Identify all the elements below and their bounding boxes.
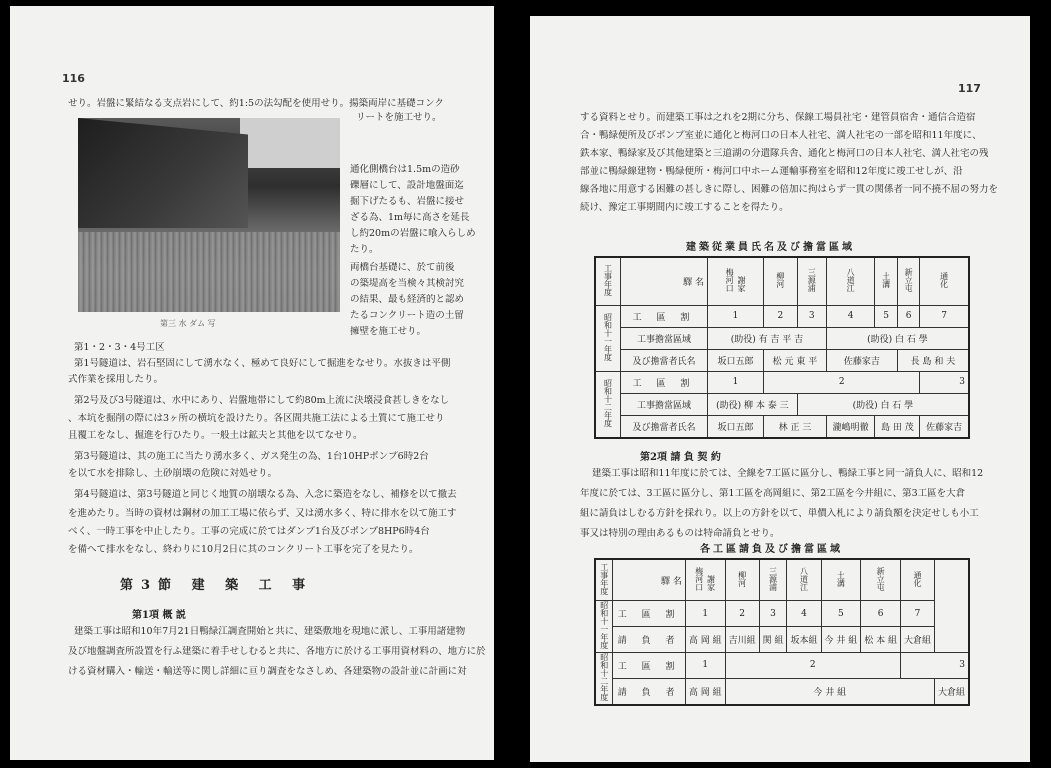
body-line: 式作業を採用したり。	[68, 374, 164, 385]
year-cell: 昭和十一年度	[595, 601, 613, 653]
supervisor-cell: (助役) 柳 本 泰 三	[708, 393, 798, 415]
staff-cell: 長 島 和 夫	[897, 349, 969, 371]
table-row	[595, 601, 969, 627]
section-number: 6	[861, 601, 901, 627]
body-line: 第1号隧道は、岩石堅固にして湧水なく、極めて良好にして掘進をなせり。水抜きは平側	[74, 358, 451, 369]
supervisor-cell: (助役) 白 石 學	[826, 327, 969, 349]
text-line: リートを施工せり。	[356, 112, 442, 123]
supervisor-cell: (助役) 白 石 學	[797, 393, 969, 415]
table-row	[595, 393, 969, 415]
body-line: 第3号隧道は、其の施工に当たり湧水多く、ガス発生の為、1台10HPポンプ6時2台	[74, 451, 429, 462]
year-cell: 昭和十二年度	[595, 371, 621, 438]
table-title: 建築従業員氏名及び擔當區域	[686, 242, 855, 253]
side-text-line: ざる為、1m毎に高さを延長	[350, 212, 470, 223]
section-number: 5	[821, 601, 861, 627]
station-cell: 三源浦	[797, 257, 826, 305]
body-line: 事又は特別の理由あるものは特命請負とせり。	[580, 528, 780, 539]
table-row	[595, 678, 969, 705]
page-number: 116	[62, 72, 85, 85]
station-cell: 八道江	[826, 257, 875, 305]
side-text-line: の築堤高を当検々其検討究	[350, 278, 465, 289]
side-text-line: 通化側橋台は1.5mの造砂	[350, 164, 460, 175]
station-cell: 柳河	[725, 559, 759, 601]
subsection-heading: 第1項 概 説	[132, 610, 186, 621]
table-title: 各工區請負及び擔當區域	[700, 544, 843, 555]
subsection-heading: 第2項 請 負 契 約	[640, 452, 721, 463]
contractor-cell: 関 組	[759, 627, 787, 653]
contractor-cell: 高 岡 組	[685, 627, 725, 653]
side-text-line: たり。	[350, 244, 379, 255]
staff-cell: 佐藤家吉	[920, 415, 969, 438]
body-line: を以て水を排除し、土砂崩壊の危険に対処せり。	[68, 468, 278, 479]
station-cell: 八道江	[787, 559, 821, 601]
row-label: 及び擔當者氏名	[621, 415, 708, 438]
station-cell: 土溝	[875, 257, 897, 305]
staff-cell: 坂口五郎	[708, 415, 764, 438]
staff-cell: 林 正 三	[764, 415, 827, 438]
section-number: 3	[797, 305, 826, 327]
station-cell: 通化	[920, 257, 969, 305]
row-label: 工事擔當區域	[621, 327, 708, 349]
table-row	[595, 653, 969, 679]
body-line: 第2号及び3号隧道は、水中にあり、岩盤地帯にして約80m上流に決壊浸食甚しきをなし	[74, 395, 450, 406]
section-number: 4	[787, 601, 821, 627]
station-header-label: 驛 名	[621, 257, 708, 305]
side-text-line: 両橋台基礎に、於て前後	[350, 262, 455, 273]
station-cell: 三源浦	[759, 559, 787, 601]
body-line: べく、一時工事を中止したり。工事の完成に於てはダンプ1台及びポンプ8HP6時4台	[68, 526, 430, 537]
body-line: 第1・2・3・4号工区	[74, 342, 165, 353]
side-text-line: し約20mの岩盤に喰入らしめ	[350, 228, 476, 239]
staff-cell: 瀧嶋明徹	[826, 415, 875, 438]
side-text-line: 掘下げたるも、岩盤に接せ	[350, 196, 465, 207]
station-cell: 新立屯	[861, 559, 901, 601]
photo-sky	[240, 118, 340, 168]
row-label: 及び擔當者氏名	[621, 349, 708, 371]
dam-photo	[78, 118, 340, 312]
text-line: 鉄本家、鴨緑家及び其他建築と三道湖の分遣隊兵舎、通化と梅河口の日本人社宅、満人社宅の残	[580, 148, 989, 159]
body-line: を備へて排水をなし、終わりに10月2日に其のコンクリート工事を完了を見たり。	[68, 544, 419, 555]
year-header: 工事年度	[595, 257, 621, 305]
staff-cell: 松 元 東 平	[764, 349, 827, 371]
staff-cell: 佐藤家吉	[826, 349, 897, 371]
station-cell: 通化	[900, 559, 934, 601]
section-number: 1	[708, 371, 764, 393]
body-line: 第4号隧道は、第3号隧道と同じく地質の崩壊なる為、入念に築造をなし、補修を以て撤去	[74, 489, 457, 500]
right-page	[530, 16, 1030, 762]
contract-table	[594, 558, 970, 706]
section-number: 2	[725, 653, 900, 679]
contractor-cell: 高 岡 組	[685, 678, 725, 705]
contractor-cell: 大倉組	[934, 678, 969, 705]
section-number: 3	[920, 371, 969, 393]
table-header-row	[595, 257, 969, 305]
contractor-cell: 今 井 組	[725, 678, 934, 705]
year-cell: 昭和十二年度	[595, 653, 613, 706]
section-number: 2	[725, 601, 759, 627]
section-number: 7	[920, 305, 969, 327]
row-label: 工 區 割	[613, 601, 685, 627]
year-cell: 昭和十一年度	[595, 305, 621, 371]
section-number: 1	[708, 305, 764, 327]
station-cell: 柳河	[764, 257, 798, 305]
text-line: せり。岩盤に緊結なる支点岩にして、約1:5の法勾配を使用せり。揚築両岸に基礎コンク	[68, 98, 444, 109]
text-line: 部並に鴨緑線建物・鴨緑便所・梅河口中ホーム運輸事務室を昭和12年度に竣工せしが、沿	[580, 166, 963, 177]
row-label: 工事擔當區域	[621, 393, 708, 415]
station-header-label: 驛 名	[613, 559, 685, 601]
side-text-line: 礫層にして、設計地盤面迄	[350, 180, 464, 191]
contractor-cell: 松 本 組	[861, 627, 901, 653]
side-text-line: 擁壁を施工せり。	[350, 326, 427, 337]
row-label: 工 區 割	[613, 653, 685, 679]
section-number: 1	[685, 653, 725, 679]
side-text-line: たるコンクリート造の土留	[350, 310, 464, 321]
section-number: 6	[897, 305, 919, 327]
table-row	[595, 305, 969, 327]
contractor-cell: 今 井 組	[821, 627, 861, 653]
body-line: 建築工事は昭和10年7月21日鴨緑江調査開始と共に、建築敷地を現地に派し、工事用諸建物	[74, 626, 466, 637]
station-cell: 梅河口 謝家	[708, 257, 764, 305]
section-heading: 第3節 建 築 工 事	[120, 578, 314, 593]
text-line: 続け、豫定工事期間内に竣工することを得たり。	[580, 202, 789, 213]
section-number: 2	[764, 371, 920, 393]
body-line: ける資材購入・輸送・輸送等に関し詳細に亘り調査をなさしめ、各建築物の設計並に計画に対	[68, 666, 467, 677]
row-label: 請 負 者	[613, 627, 685, 653]
text-line: する資料とせり。而建築工事は之れを2期に分ち、保線工場員社宅・建管員宿舎・通信合造宿	[580, 112, 976, 123]
page-number: 117	[958, 82, 981, 95]
body-line: 年度に於ては、3工區に區分し、第1工區を高岡組に、第2工區を今井組に、第3工區を大倉	[580, 488, 966, 499]
text-line: 合・鴨緑便所及びポンプ室並に通化と梅河口の日本人社宅、満人社宅の一部を昭和11年度に、	[580, 130, 982, 141]
table-row	[595, 371, 969, 393]
section-number: 5	[875, 305, 897, 327]
body-line: 組に請負はしむる方針を採れり。以上の方針を以て、単價入札により請負額を決定せしも小工	[580, 508, 979, 519]
photo-caption: 第三 水 ダム 写	[160, 319, 216, 328]
left-page	[10, 6, 494, 760]
staff-cell: 島 田 茂	[875, 415, 920, 438]
contractor-cell: 坂本組	[787, 627, 821, 653]
station-cell: 梅河口 謝家	[685, 559, 725, 601]
station-cell: 土溝	[821, 559, 861, 601]
staff-cell: 坂口五郎	[708, 349, 764, 371]
photo-cliff	[78, 118, 248, 228]
body-line: 及び地盤調査所設置を行ふ建築に着手せしむると共に、各地方に於ける工事用資材料の、地方に於	[68, 646, 486, 657]
text-line: 線各地に用意する困難の甚しきに際し、困難の倍加に拘はらず一貫の関係者一同不撓不屈の努力を	[580, 184, 999, 195]
year-header: 工事年度	[595, 559, 613, 601]
staff-table	[594, 256, 970, 439]
contractor-cell: 吉川組	[725, 627, 759, 653]
table-row	[595, 415, 969, 438]
table-header-row	[595, 559, 969, 601]
table-row	[595, 349, 969, 371]
body-line: 建築工事は昭和11年度に於ては、全線を7工區に區分し、鴨緑工事と同一請負人に、昭和12	[592, 468, 984, 479]
section-number: 1	[685, 601, 725, 627]
side-text-line: の結果、最も経済的と認め	[350, 294, 465, 305]
body-line: を進めたり。当時の資材は鋼材の加工工場に依らず、又は湧水多く、特に排水を以て施工す	[68, 508, 457, 519]
row-label: 請 負 者	[613, 678, 685, 705]
body-line: 、本坑を掘削の際には3ヶ所の横坑を設けたり。各区間共施工法による土質にて施工せり	[68, 413, 445, 424]
section-number: 2	[764, 305, 798, 327]
section-number: 4	[826, 305, 875, 327]
photo-riverbed	[78, 232, 340, 312]
table-row	[595, 627, 969, 653]
body-line: 且覆工をなし、掘進を行ひたり。一般土は鉱夫と其他を以てなせり。	[68, 430, 363, 441]
section-number: 7	[900, 601, 934, 627]
supervisor-cell: (助役) 有 吉 平 吉	[708, 327, 827, 349]
contractor-cell: 大倉組	[900, 627, 934, 653]
section-number: 3	[759, 601, 787, 627]
station-cell: 新立屯	[897, 257, 919, 305]
table-row	[595, 327, 969, 349]
row-label: 工 區 割	[621, 371, 708, 393]
row-label: 工 區 割	[621, 305, 708, 327]
section-number: 3	[900, 653, 969, 679]
